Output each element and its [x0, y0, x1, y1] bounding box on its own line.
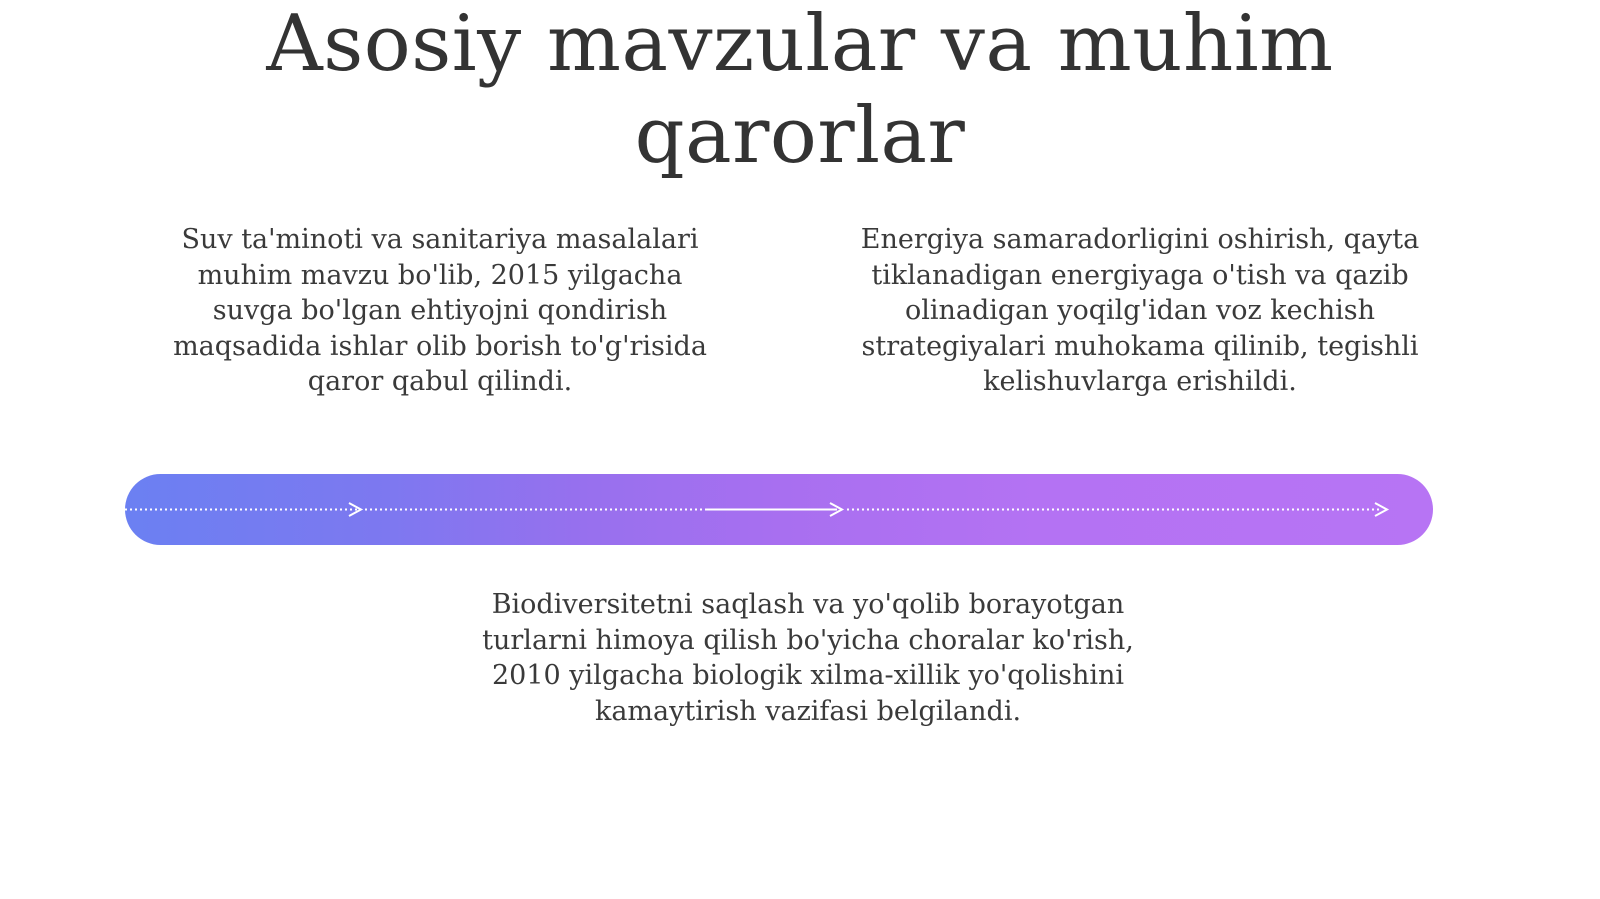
point-water-text: Suv ta'minoti va sanitariya masalalari muhim mavzu bo'lib, 2015 yilgacha suvga bo'lgan ehtiyojni qondirish maqsadida ishlar olib borish to'g'risida qaror qabul qilindi.	[173, 224, 707, 397]
point-biodiversity-text: Biodiversitetni saqlash va yo'qolib borayotgan turlarni himoya qilish bo'yicha choralar ko'rish, 2010 yilgacha biologik xilma-xillik yo'qolishini kamaytirish vazifasi belgilandi.	[482, 589, 1134, 727]
slide-title: Asosiy mavzular va muhim qarorlar	[266, 0, 1334, 181]
timeline-arrows	[125, 474, 1433, 545]
point-energy-text: Energiya samaradorligini oshirish, qayta tiklanadigan energiyaga o'tish va qazib olinadigan yoqilg'idan voz kechish strategiyalari muhokama qilinib, tegishli kelishuvlarga erishildi.	[860, 224, 1420, 397]
timeline-bar	[125, 474, 1433, 545]
